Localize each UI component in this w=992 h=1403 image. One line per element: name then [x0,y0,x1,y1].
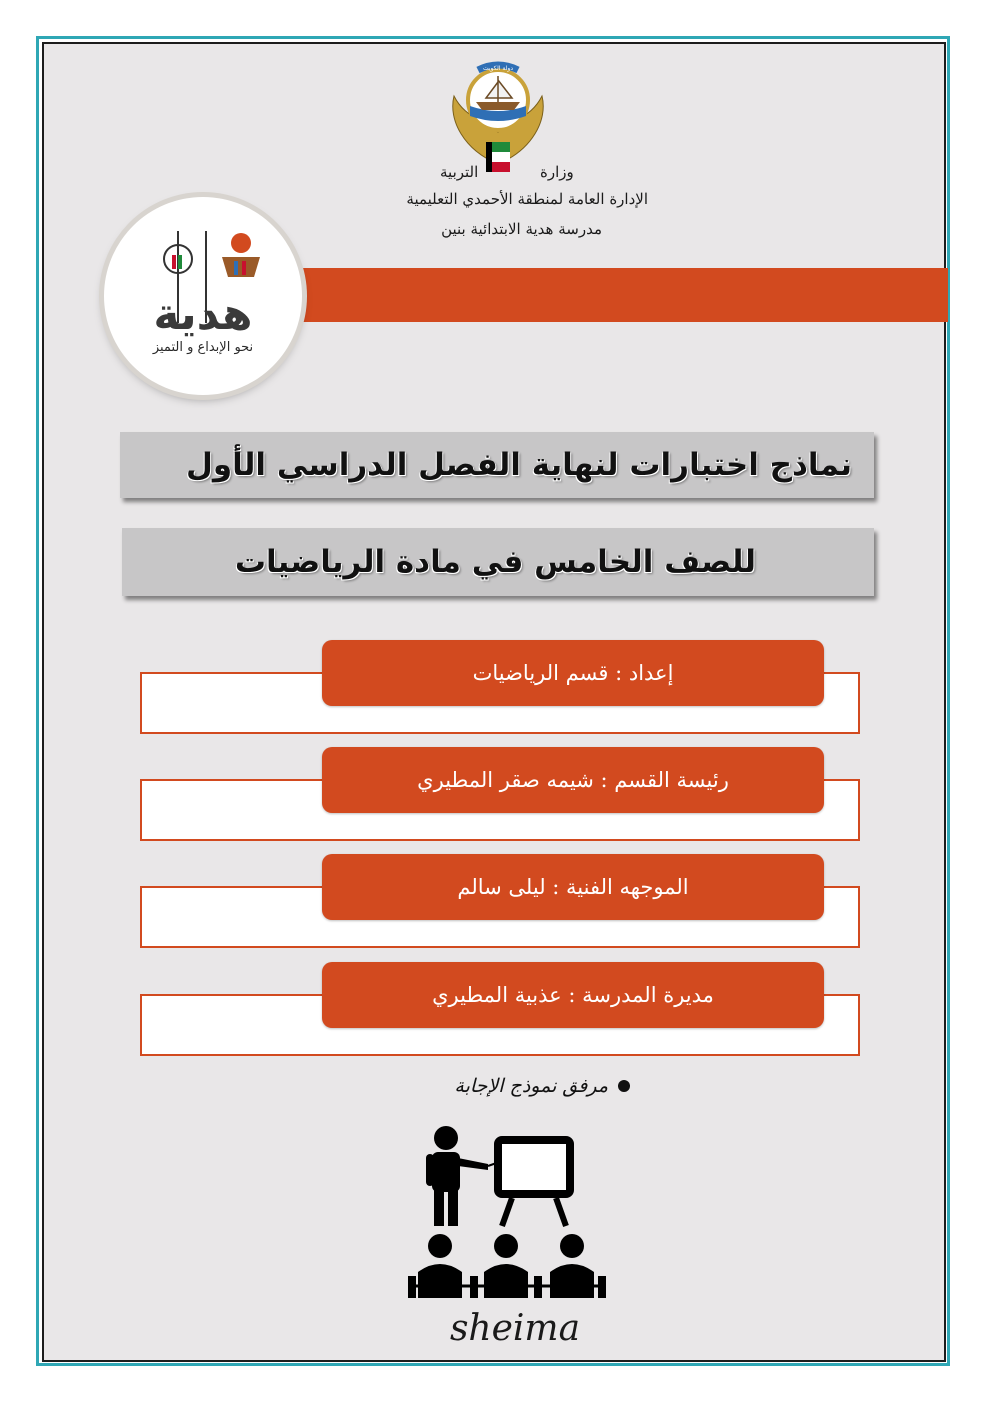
role-department-head: رئيسة القسم : شيمه صقر المطيري [322,747,824,813]
attachment-note [400,1075,630,1097]
title-grade-text: للصف الخامس في مادة الرياضيات [234,544,756,580]
classroom-presentation-icon [404,1122,608,1308]
title-box-exams [120,432,874,498]
school-name-label: مدرسة هدية الابتدائية بنين [441,220,602,238]
role-principal: مديرة المدرسة : عذبية المطيري [322,962,824,1028]
emblem-text: دولة الكويت [483,65,513,72]
bullet-dot-icon [618,1080,630,1092]
header-orange-band [232,268,948,322]
kuwait-emblem-icon [446,58,550,178]
attachment-text: مرفق نموذج الإجابة [454,1075,608,1097]
role-supervisor: الموجهه الفنية : ليلى سالم [322,854,824,920]
ministry-label-part1: وزارة [540,163,574,181]
school-logo-icon [104,197,302,395]
signature: sheima [449,1308,581,1349]
logo-slogan: نحو الإبداع و التميز [152,340,254,355]
title-exams-text: نماذج اختبارات لنهاية الفصل الدراسي الأول [185,447,852,483]
logo-name: هدية [153,289,253,340]
education-district-label: الإدارة العامة لمنطقة الأحمدي التعليمية [406,190,648,208]
title-box-grade [122,528,874,596]
ministry-label-part2: التربية [440,163,479,181]
school-logo [104,197,302,395]
role-prepared-by: إعداد : قسم الرياضيات [322,640,824,706]
